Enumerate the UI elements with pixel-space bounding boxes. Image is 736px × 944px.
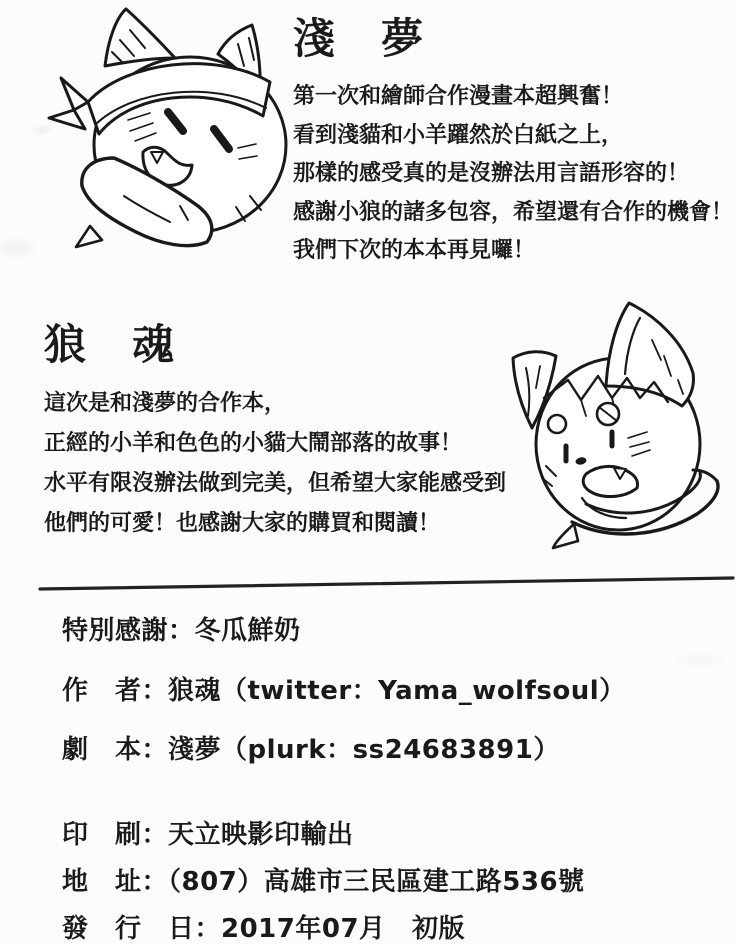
credit-special-thanks: 特別感謝：冬瓜鮮奶	[62, 616, 301, 646]
credit-script: 劇 本：淺夢（plurk：ss24683891）	[62, 735, 560, 765]
afterword-line: 我們下次的本本再見囉！	[293, 238, 536, 263]
afterword-line: 這次是和淺夢的合作本，	[44, 391, 287, 416]
divider-line	[0, 570, 736, 600]
section-title-asame: 淺 夢	[293, 14, 426, 63]
afterword-line: 他們的可愛！也感謝大家的購買和閱讀！	[44, 511, 441, 536]
afterword-line: 看到淺貓和小羊躍然於白紙之上，	[293, 122, 624, 148]
afterword-line: 水平有限沒辦法做到完美，但希望大家能感受到	[44, 471, 507, 496]
credit-release-date: 發 行 日：2017年07月 初版	[62, 914, 466, 944]
afterword-line: 那樣的感受真的是沒辦法用言語形容的！	[293, 161, 690, 186]
credit-printer: 印 刷：天立映影印輸出	[62, 820, 354, 850]
wolf-character-illustration	[486, 288, 736, 560]
afterword-line: 感謝小狼的諸多包容，希望還有合作的機會！	[293, 199, 734, 225]
section-title-wolfsoul: 狼 魂	[44, 320, 177, 369]
asame-afterword-text	[293, 78, 736, 271]
section-asame	[293, 6, 736, 271]
credit-author: 作 者：狼魂（twitter：Yama_wolfsoul）	[62, 676, 626, 706]
afterword-line: 第一次和繪師合作漫畫本超興奮！	[293, 84, 624, 109]
cat-character-illustration	[28, 0, 310, 252]
credit-address: 地 址：（807）高雄市三民區建工路536號	[62, 867, 585, 897]
cat-left-ear-icon	[105, 9, 175, 66]
wolf-mouth	[583, 466, 637, 496]
afterword-line: 正經的小羊和色色的小貓大鬧部落的故事！	[44, 431, 463, 456]
